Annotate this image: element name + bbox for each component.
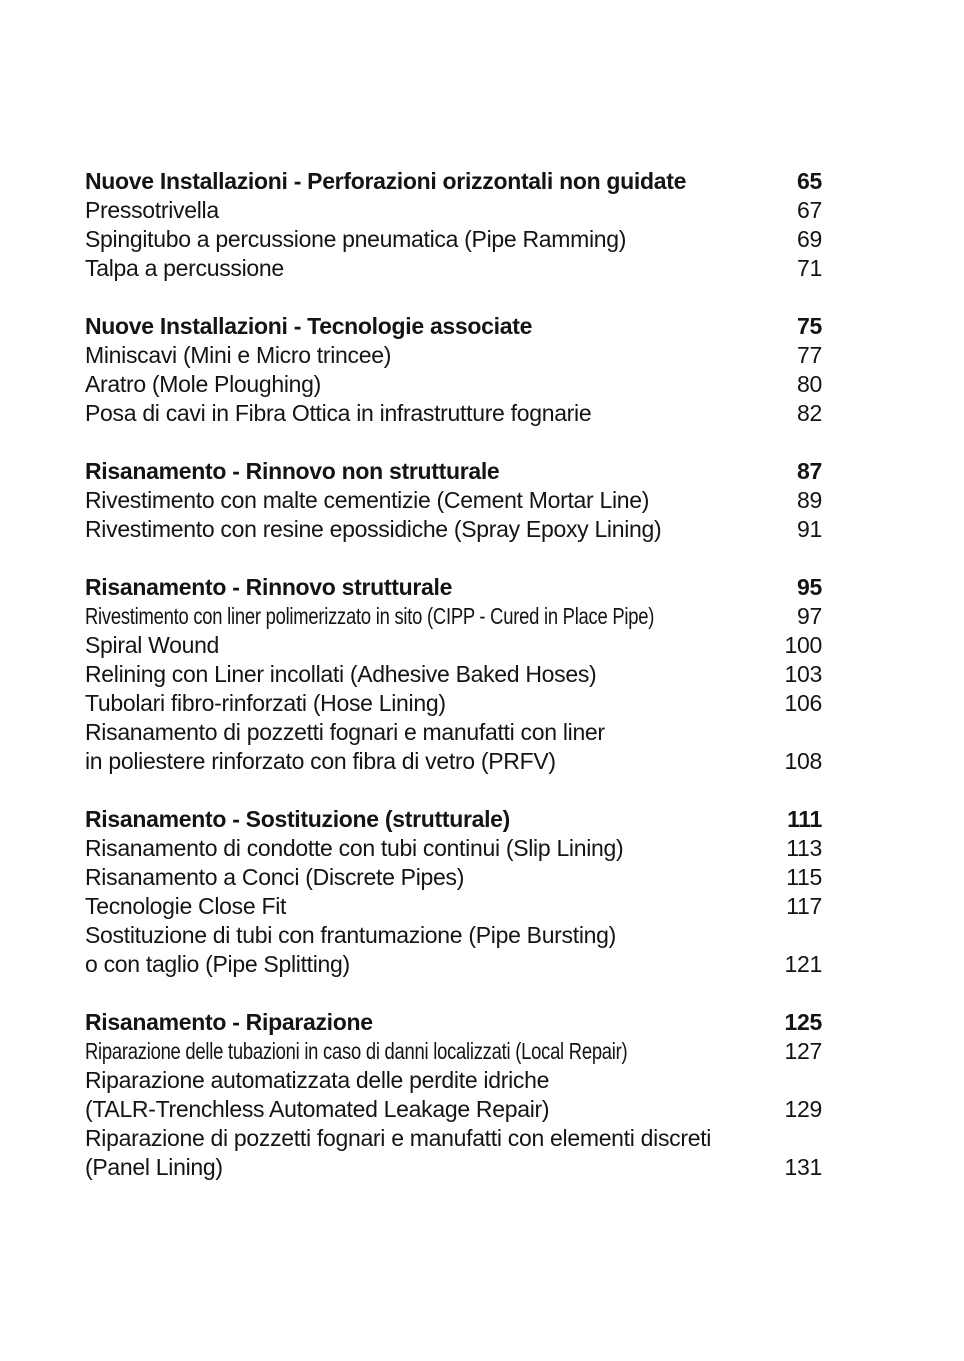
entry-label: Rivestimento con liner polimerizzato in sito (CIPP - Cured in Place Pipe) [85,603,655,629]
toc-entry [85,834,822,863]
section-title: Nuove Installazioni - Tecnologie associate [85,313,533,339]
toc-entry [85,370,822,399]
entry-page-number: 69 [797,226,822,252]
entry-label: Spiral Wound [85,632,220,658]
toc-entry [85,399,822,428]
toc-entry [85,602,822,631]
entry-page-number: 89 [797,487,822,513]
section-page-number: 87 [797,458,822,484]
entry-page-number: 115 [786,864,822,890]
entry-label: Riparazione delle tubazioni in caso di danni localizzati (Local Repair) [85,1038,628,1064]
entry-page-number: 82 [797,400,822,426]
toc-entry [85,341,822,370]
toc-entry [85,718,822,776]
toc-section [85,312,822,428]
section-title: Risanamento - Riparazione [85,1009,373,1035]
entry-label: Tubolari fibro-rinforzati (Hose Lining) [85,690,446,716]
entry-label: Talpa a percussione [85,255,284,281]
entry-page-number: 71 [797,255,822,281]
entry-page-number: 91 [797,516,822,542]
section-title: Risanamento - Rinnovo strutturale [85,574,453,600]
toc-section-heading [85,457,822,486]
entry-label [85,718,822,776]
entry-page-number: 67 [797,197,822,223]
entry-label [85,921,822,979]
toc-entry [85,631,822,660]
toc-section-heading [85,312,822,341]
entry-page-number: 80 [797,371,822,397]
entry-label-line: Riparazione automatizzata delle perdite idriche [85,1067,550,1093]
entry-label: Pressotrivella [85,197,219,223]
entry-page-number: 129 [784,1096,822,1122]
toc-section [85,1008,822,1182]
toc-entry [85,1124,822,1182]
entry-label-line: (TALR-Trenchless Automated Leakage Repair) [85,1096,550,1122]
entry-label: Miniscavi (Mini e Micro trincee) [85,342,392,368]
entry-page-number: 77 [797,342,822,368]
section-title: Nuove Installazioni - Perforazioni orizzontali non guidate [85,168,687,194]
toc-entry [85,689,822,718]
toc-entry [85,863,822,892]
section-page-number: 95 [797,574,822,600]
entry-label: Rivestimento con malte cementizie (Cement Mortar Line) [85,487,650,513]
entry-label [85,1066,822,1124]
section-title: Risanamento - Sostituzione (strutturale) [85,806,511,832]
toc-entry [85,254,822,283]
toc-entry [85,1037,822,1066]
entry-label: Rivestimento con resine epossidiche (Spray Epoxy Lining) [85,516,662,542]
entry-page-number: 117 [786,893,822,919]
toc-section [85,167,822,283]
entry-label: Posa di cavi in Fibra Ottica in infrastrutture fognarie [85,400,592,426]
entry-label [85,1124,822,1182]
section-page-number: 125 [784,1009,822,1035]
entry-page-number: 103 [784,661,822,687]
entry-page-number: 106 [784,690,822,716]
entry-label-line: Risanamento di pozzetti fognari e manufatti con liner [85,719,605,745]
toc-section-heading [85,1008,822,1037]
entry-label: Relining con Liner incollati (Adhesive Baked Hoses) [85,661,597,687]
section-page-number: 111 [787,806,822,832]
entry-label: Risanamento a Conci (Discrete Pipes) [85,864,465,890]
entry-page-number: 127 [784,1038,822,1064]
toc-section-heading [85,167,822,196]
entry-label: Aratro (Mole Ploughing) [85,371,321,397]
toc-section-heading [85,805,822,834]
entry-label: Risanamento di condotte con tubi continui (Slip Lining) [85,835,624,861]
section-page-number: 65 [797,168,822,194]
entry-label: Tecnologie Close Fit [85,893,287,919]
toc-entry [85,892,822,921]
entry-label-line: in poliestere rinforzato con fibra di vetro (PRFV) [85,748,556,774]
entry-page-number: 121 [784,951,822,977]
toc-entry [85,196,822,225]
entry-label-line: Riparazione di pozzetti fognari e manufatti con elementi discreti [85,1125,712,1151]
toc-section [85,573,822,776]
entry-page-number: 131 [784,1154,822,1180]
entry-label-line: Sostituzione di tubi con frantumazione (Pipe Bursting) [85,922,616,948]
toc-section [85,457,822,544]
entry-label: Spingitubo a percussione pneumatica (Pipe Ramming) [85,226,627,252]
table-of-contents [85,167,822,1182]
entry-page-number: 97 [797,603,822,629]
section-page-number: 75 [797,313,822,339]
toc-entry [85,660,822,689]
toc-entry [85,225,822,254]
entry-page-number: 108 [784,748,822,774]
toc-entry [85,1066,822,1124]
toc-entry [85,515,822,544]
entry-label-line: (Panel Lining) [85,1154,223,1180]
toc-section [85,805,822,979]
entry-label-line: o con taglio (Pipe Splitting) [85,951,350,977]
toc-entry [85,486,822,515]
toc-entry [85,921,822,979]
section-title: Risanamento - Rinnovo non strutturale [85,458,500,484]
entry-page-number: 113 [786,835,822,861]
entry-page-number: 100 [784,632,822,658]
toc-section-heading [85,573,822,602]
